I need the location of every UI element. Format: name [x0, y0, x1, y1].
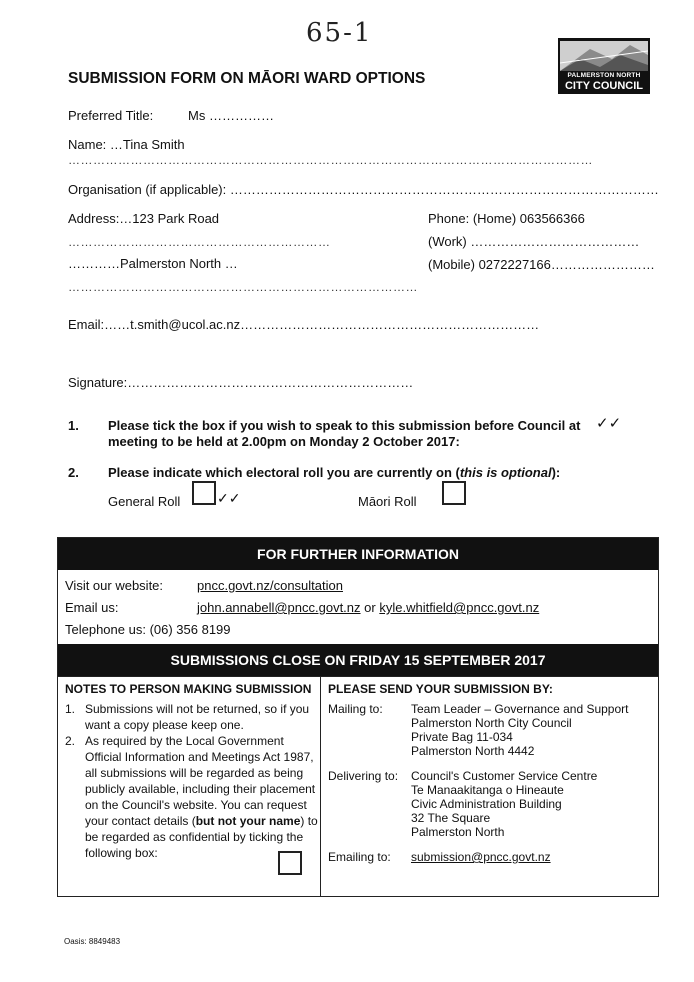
note-1-line1: Submissions will not be returned, so if you	[85, 702, 310, 716]
further-info-header: FOR FURTHER INFORMATION	[58, 538, 658, 570]
divider	[58, 676, 658, 677]
telephone: Telephone us: (06) 356 8199	[65, 622, 231, 637]
organisation-field[interactable]: Organisation (if applicable): ………………………………………………………………………………………	[68, 182, 659, 197]
question-1-number: 1.	[68, 418, 79, 433]
note-2-line8: following box:	[85, 846, 158, 860]
form-title: SUBMISSION FORM ON MĀORI WARD OPTIONS	[68, 70, 426, 87]
council-logo	[558, 38, 650, 94]
delivering-line3: Civic Administration Building	[411, 797, 562, 811]
mailing-line4: Palmerston North 4442	[411, 744, 535, 758]
question-2-text-pre: Please indicate which electoral roll you are currently on (	[108, 465, 460, 480]
note-2-line3: all submissions will be regarded as being	[85, 766, 304, 780]
general-roll-tick-mark: ✓✓	[217, 490, 241, 506]
note-2-bold-phrase: but not your name	[195, 814, 301, 828]
note-2-line1: As required by the Local Government	[85, 734, 284, 748]
note-2-line6	[85, 814, 318, 828]
footer-reference: Oasis: 8849483	[64, 937, 121, 946]
delivering-line5: Palmerston North	[411, 825, 505, 839]
email-label: Email us:	[65, 600, 119, 615]
note-2-line2: Official Information and Meetings Act 1987,	[85, 750, 314, 764]
note-2-number: 2.	[65, 734, 76, 748]
address-line3[interactable]: …………Palmerston North …	[68, 256, 238, 271]
logo-landscape-icon	[560, 41, 648, 71]
information-box	[57, 537, 659, 897]
question-1-text-line2: meeting to be held at 2.00pm on Monday 2 October 2017:	[108, 434, 460, 449]
website-label: Visit our website:	[65, 578, 164, 593]
submissions-close-banner: SUBMISSIONS CLOSE ON FRIDAY 15 SEPTEMBER 2017	[58, 644, 658, 676]
mailing-label: Mailing to:	[328, 702, 383, 716]
maori-roll-label: Māori Roll	[358, 494, 417, 509]
question-1-text: Please tick the box if you wish to speak to this submission before Council at	[108, 418, 581, 433]
mailing-line2: Palmerston North City Council	[411, 716, 572, 730]
question-2-text-post: ):	[551, 465, 561, 480]
signature-field[interactable]: Signature:…………………………………………………………	[68, 375, 414, 390]
question-2-number: 2.	[68, 465, 79, 480]
address-line2[interactable]: ………………………………………………………	[68, 235, 331, 249]
column-divider	[320, 676, 321, 896]
note-2-line6-pre: your contact details (	[85, 814, 196, 828]
note-2-line5: on the Council's website. You can request	[85, 798, 307, 812]
handwritten-reference: 65-1	[306, 18, 373, 48]
logo-line1: PALMERSTON NORTH	[567, 72, 641, 79]
mailing-line1: Team Leader – Governance and Support	[411, 702, 629, 716]
email-field[interactable]: Email:……t.smith@ucol.ac.nz……………………………………………………………	[68, 317, 540, 332]
notes-header: NOTES TO PERSON MAKING SUBMISSION	[65, 682, 312, 696]
delivering-label: Delivering to:	[328, 769, 399, 783]
note-2-line4: publicly available, including their placement	[85, 782, 316, 796]
preferred-title-value[interactable]: Ms ……………	[188, 108, 274, 123]
general-roll-label: General Roll	[108, 494, 181, 509]
emailing-link[interactable]: submission@pncc.govt.nz	[411, 850, 551, 864]
maori-roll-checkbox[interactable]	[442, 481, 466, 505]
address-line4[interactable]: …………………………………………………………………………	[68, 280, 418, 294]
email-link-1[interactable]: john.annabell@pncc.govt.nz	[197, 600, 361, 615]
name-dots: ………………………………………………………………………………………………………………	[68, 153, 593, 167]
note-2-line7: be regarded as confidential by ticking the	[85, 830, 304, 844]
note-2-line6-post: ) to	[300, 814, 318, 828]
email-link-2[interactable]: kyle.whitfield@pncc.govt.nz	[379, 600, 540, 615]
note-1-line2: want a copy please keep one.	[85, 718, 244, 732]
email-links	[197, 600, 539, 615]
preferred-title-label: Preferred Title:	[68, 108, 154, 123]
website-link[interactable]: pncc.govt.nz/consultation	[197, 578, 343, 593]
email-or: or	[364, 600, 376, 615]
delivering-line1: Council's Customer Service Centre	[411, 769, 598, 783]
question-2-optional: this is optional	[459, 465, 552, 480]
phone-mobile[interactable]: (Mobile) 0272227166……………………	[428, 257, 655, 272]
phone-home[interactable]: Phone: (Home) 063566366	[428, 211, 585, 226]
confidential-checkbox[interactable]	[278, 851, 302, 875]
general-roll-checkbox[interactable]	[192, 481, 216, 505]
delivering-line4: 32 The Square	[411, 811, 491, 825]
logo-line2: CITY COUNCIL	[564, 80, 644, 92]
phone-work[interactable]: (Work) …………………………………	[428, 234, 640, 249]
delivering-line2: Te Manaakitanga o Hineaute	[411, 783, 564, 797]
question-2-text	[108, 465, 560, 480]
name-field[interactable]: Name: …Tina Smith	[68, 137, 185, 152]
send-header: PLEASE SEND YOUR SUBMISSION BY:	[328, 682, 553, 696]
note-1-number: 1.	[65, 702, 76, 716]
mailing-line3: Private Bag 11-034	[411, 730, 513, 744]
address-line1[interactable]: Address:…123 Park Road	[68, 211, 220, 226]
question-1-tick-mark[interactable]: ✓✓	[596, 415, 622, 432]
emailing-label: Emailing to:	[328, 850, 391, 864]
